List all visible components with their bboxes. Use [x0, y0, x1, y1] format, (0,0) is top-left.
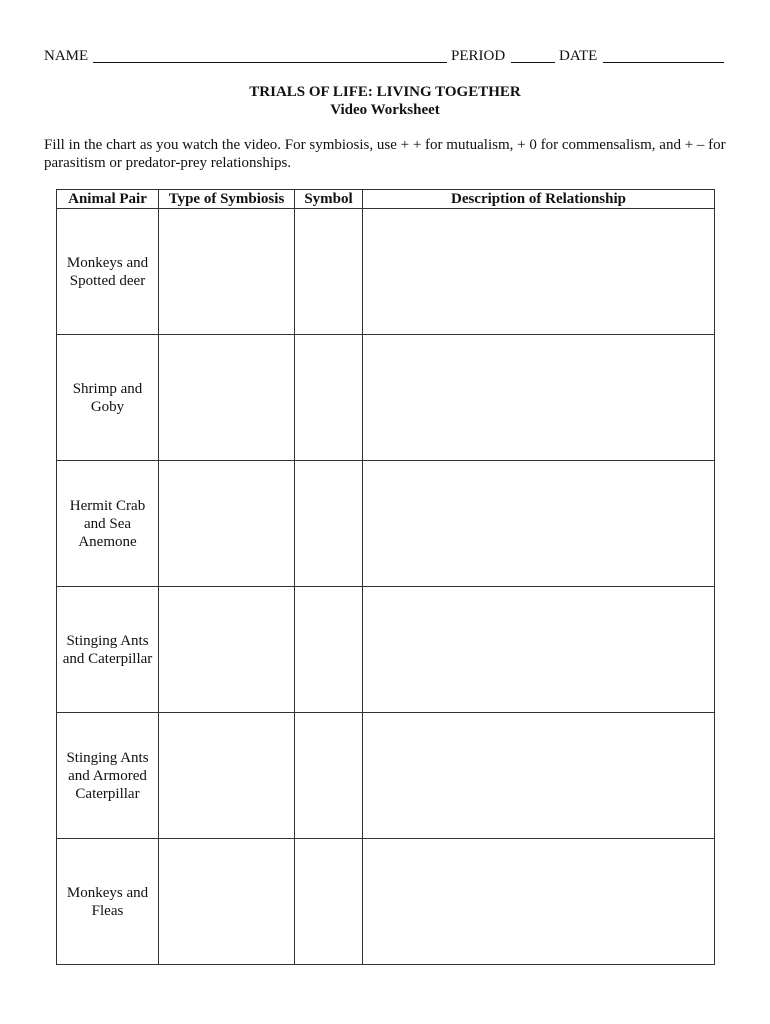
symbol-cell[interactable] — [295, 839, 363, 965]
description-cell[interactable] — [363, 461, 715, 587]
table-row — [57, 839, 715, 965]
date-field[interactable] — [603, 62, 724, 63]
animal-pair-cell: Monkeys and Fleas — [57, 839, 159, 965]
description-cell[interactable] — [363, 587, 715, 713]
date-label: DATE — [559, 48, 598, 64]
type-of-symbiosis-cell[interactable] — [159, 713, 295, 839]
description-cell[interactable] — [363, 713, 715, 839]
description-cell[interactable] — [363, 209, 715, 335]
title: TRIALS OF LIFE: LIVING TOGETHER — [249, 84, 521, 100]
instructions: Fill in the chart as you watch the video. For symbiosis, use + + for mutualism, + 0 for commensalism, and + – for parasitism or predator-prey relationships. — [44, 137, 726, 171]
table-row — [57, 587, 715, 713]
name-field[interactable] — [93, 62, 447, 63]
symbiosis-table — [56, 189, 715, 965]
table-row — [57, 209, 715, 335]
table-row — [57, 461, 715, 587]
animal-pair-cell: Stinging Ants and Caterpillar — [57, 587, 159, 713]
symbol-cell[interactable] — [295, 713, 363, 839]
type-of-symbiosis-cell[interactable] — [159, 587, 295, 713]
symbol-cell[interactable] — [295, 461, 363, 587]
subtitle: Video Worksheet — [330, 102, 440, 118]
animal-pair-cell: Hermit Crab and Sea Anemone — [57, 461, 159, 587]
symbol-cell[interactable] — [295, 335, 363, 461]
description-cell[interactable] — [363, 839, 715, 965]
animal-pair-cell: Stinging Ants and Armored Caterpillar — [57, 713, 159, 839]
type-of-symbiosis-cell[interactable] — [159, 839, 295, 965]
type-of-symbiosis-cell[interactable] — [159, 209, 295, 335]
col-description: Description of Relationship — [363, 190, 715, 209]
table-row — [57, 713, 715, 839]
period-label: PERIOD — [451, 48, 506, 64]
animal-pair-cell: Shrimp and Goby — [57, 335, 159, 461]
symbol-cell[interactable] — [295, 209, 363, 335]
type-of-symbiosis-cell[interactable] — [159, 335, 295, 461]
table-header-row — [57, 190, 715, 209]
col-symbol: Symbol — [295, 190, 363, 209]
col-type-of-symbiosis: Type of Symbiosis — [159, 190, 295, 209]
description-cell[interactable] — [363, 335, 715, 461]
worksheet-title — [0, 83, 770, 119]
table-row — [57, 335, 715, 461]
type-of-symbiosis-cell[interactable] — [159, 461, 295, 587]
student-info-header — [44, 46, 726, 66]
symbol-cell[interactable] — [295, 587, 363, 713]
period-field[interactable] — [511, 62, 555, 63]
name-label: NAME — [44, 48, 89, 64]
col-animal-pair: Animal Pair — [57, 190, 159, 209]
animal-pair-cell: Monkeys and Spotted deer — [57, 209, 159, 335]
